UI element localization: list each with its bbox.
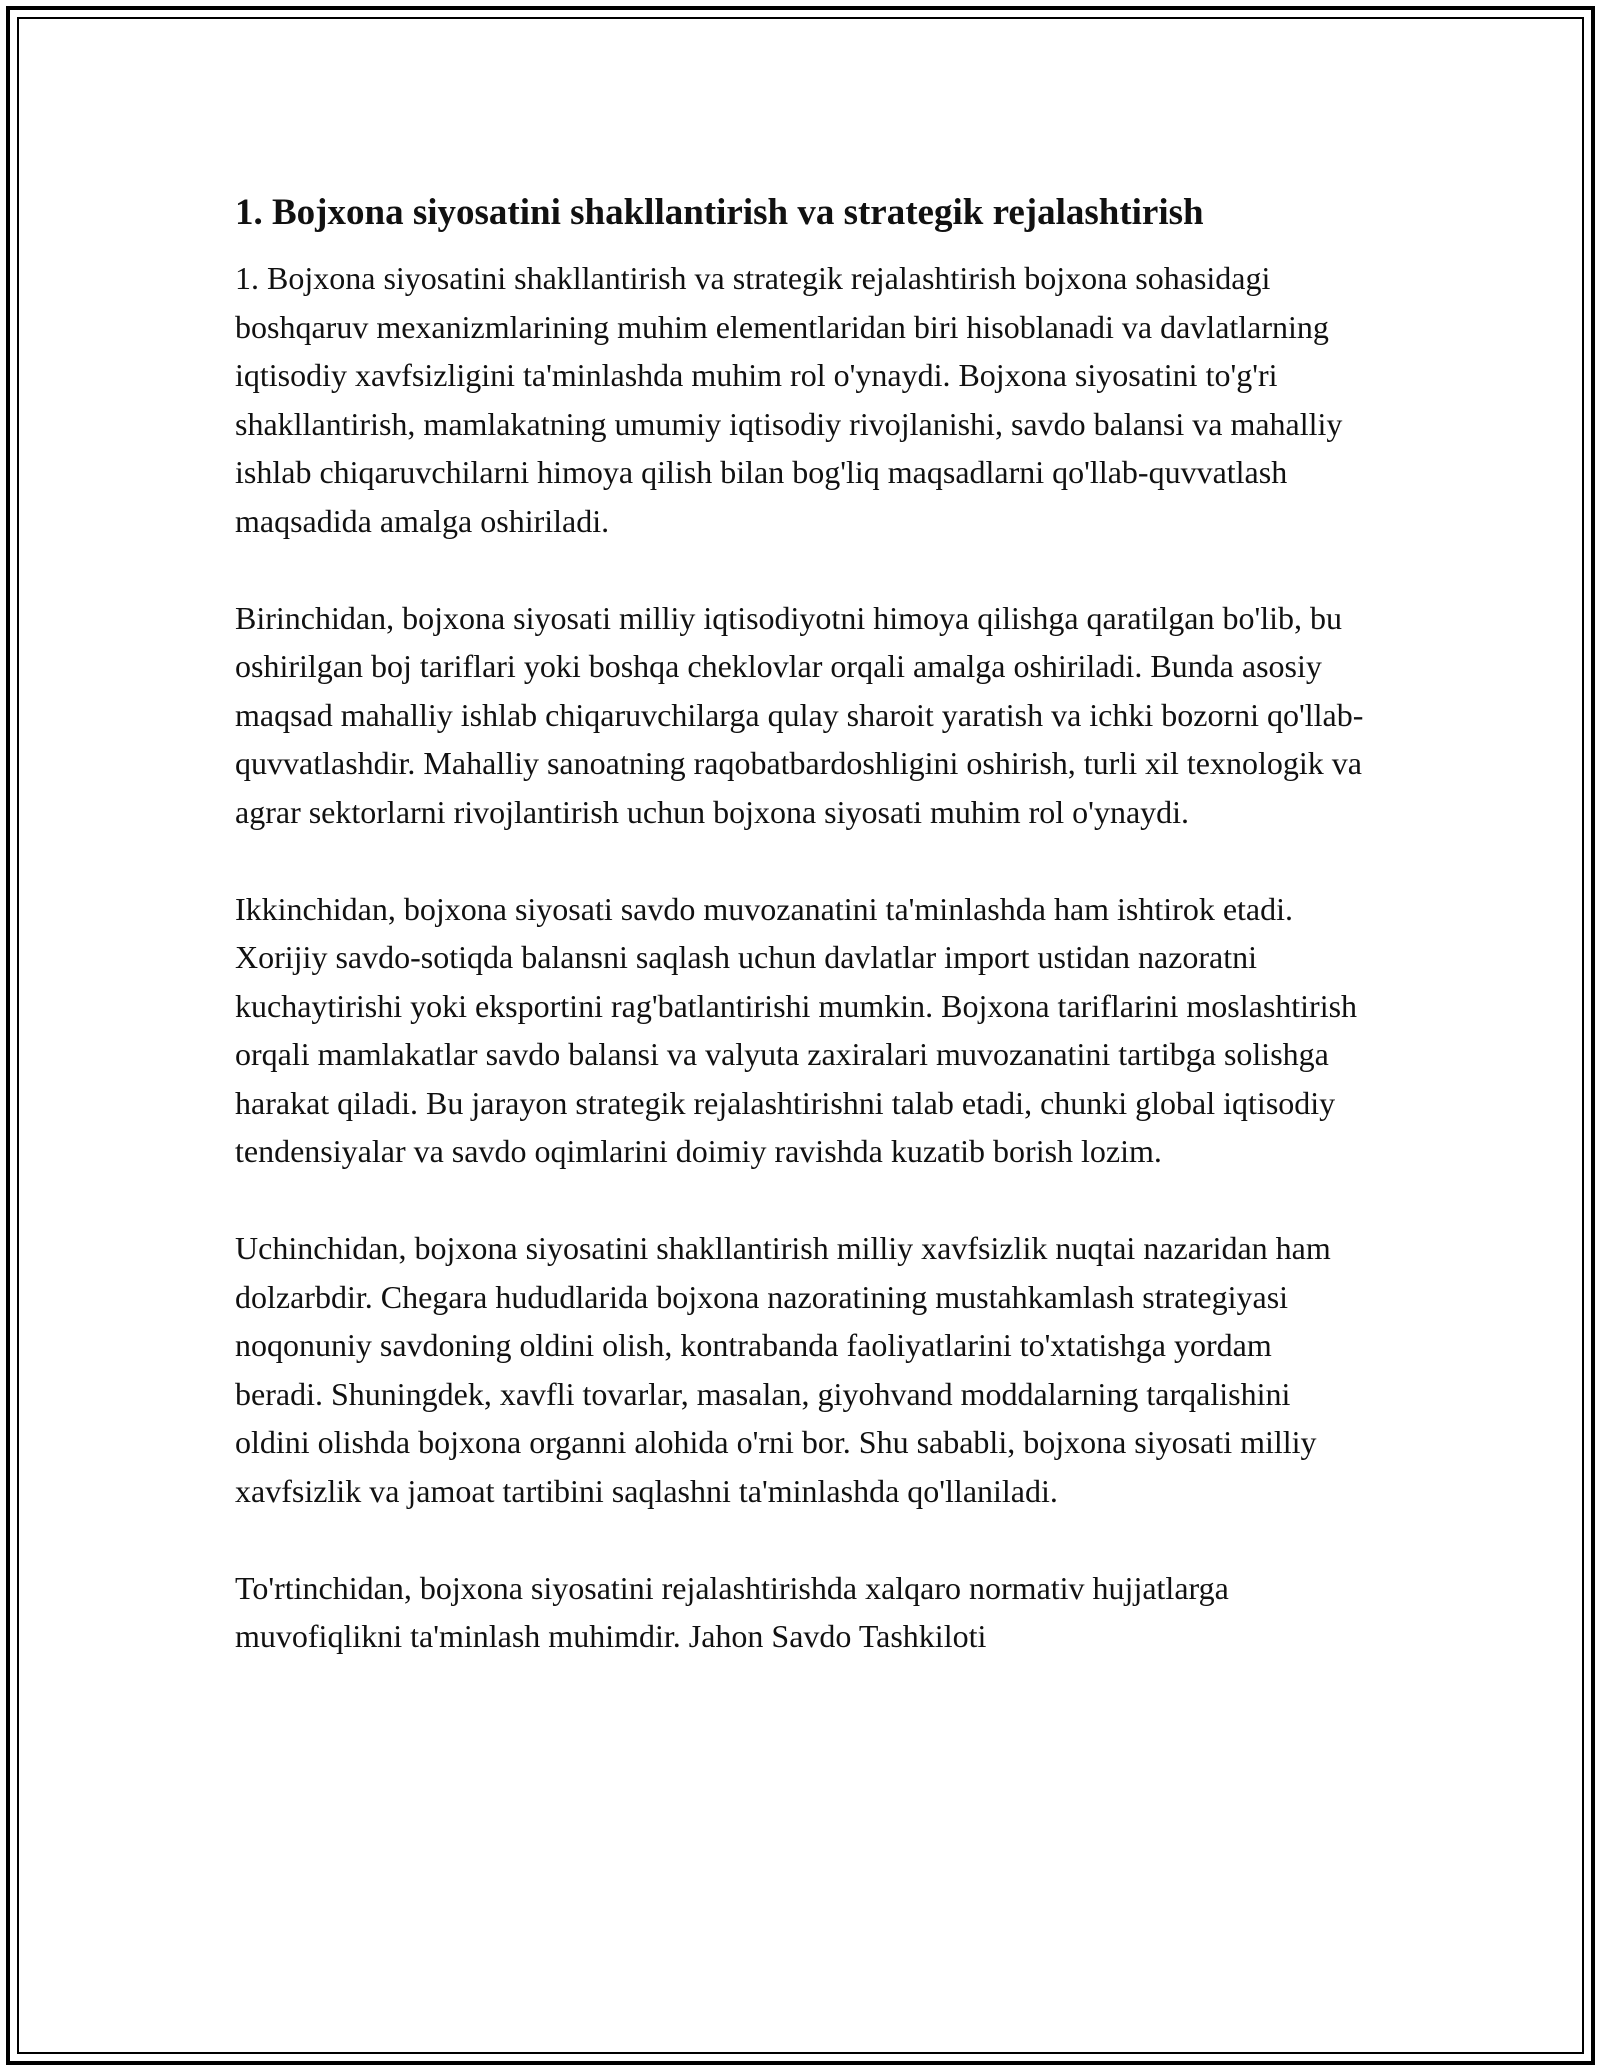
paragraph-fourth: To'rtinchidan, bojxona siyosatini rejalashtirishda xalqaro normativ hujjatlarga muvofiqlikni ta'minlash muhimdir. Jahon Savdo Tashkiloti <box>235 1569 1229 1654</box>
paragraph-third: Uchinchidan, bojxona siyosatini shakllantirish milliy xavfsizlik nuqtai nazaridan ham dolzarbdir. Chegara hududlarida bojxona nazoratining mustahkamlash strategiyasi noqonuniy savdoning oldini olish, kontrabanda faoliyatlarini to'xtatishga yordam beradi. Shuningdek, xavfli tovarlar, masalan, giyohvand moddalarning tarqalishini oldini olishda bojxona organni alohida o'rni bor. Shu sababli, bojxona siyosati milliy xavfsizlik va jamoat tartibini saqlashni ta'minlashda qo'llaniladi. <box>235 1230 1331 1509</box>
paragraph-intro: 1. Bojxona siyosatini shakllantirish va strategik rejalashtirish bojxona sohasidagi boshqaruv mexanizmlarining muhim elementlaridan biri hisoblanadi va davlatlarning iqtisodiy xavfsizligini ta'minlashda muhim rol o'ynaydi. Bojxona siyosatini to'g'ri shakllantirish, mamlakatning umumiy iqtisodiy rivojlanishi, savdo balansi va mahalliy ishlab chiqaruvchilarni himoya qilish bilan bog'liq maqsadlarni qo'llab-quvvatlash maqsadida amalga oshiriladi. <box>235 260 1343 539</box>
paragraph-second: Ikkinchidan, bojxona siyosati savdo muvozanatini ta'minlashda ham ishtirok etadi. Xorijiy savdo-sotiqda balansni saqlash uchun davlatlar import ustidan nazoratni kuchaytirishi yoki eksportini rag'batlantirishi mumkin. Bojxona tariflarini moslashtirish orqali mamlakatlar savdo balansi va valyuta zaxiralari muvozanatini tartibga solishga harakat qiladi. Bu jarayon strategik rejalashtirishni talab etadi, chunki global iqtisodiy tendensiyalar va savdo oqimlarini doimiy ravishda kuzatib borish lozim. <box>235 890 1358 1169</box>
section-heading: 1. Bojxona siyosatini shakllantirish va strategik rejalashtirish <box>235 192 1204 233</box>
document-body <box>235 185 1365 1709</box>
paragraph-first: Birinchidan, bojxona siyosati milliy iqtisodiyotni himoya qilishga qaratilgan bo'lib, bu oshirilgan boj tariflari yoki boshqa cheklovlar orqali amalga oshiriladi. Bunda asosiy maqsad mahalliy ishlab chiqaruvchilarga qulay sharoit yaratish va ichki bozorni qo'llab-quvvatlashdir. Mahalliy sanoatning raqobatbardoshligini oshirish, turli xil texnologik va agrar sektorlarni rivojlantirish uchun bojxona siyosati muhim rol o'ynaydi. <box>235 599 1364 830</box>
